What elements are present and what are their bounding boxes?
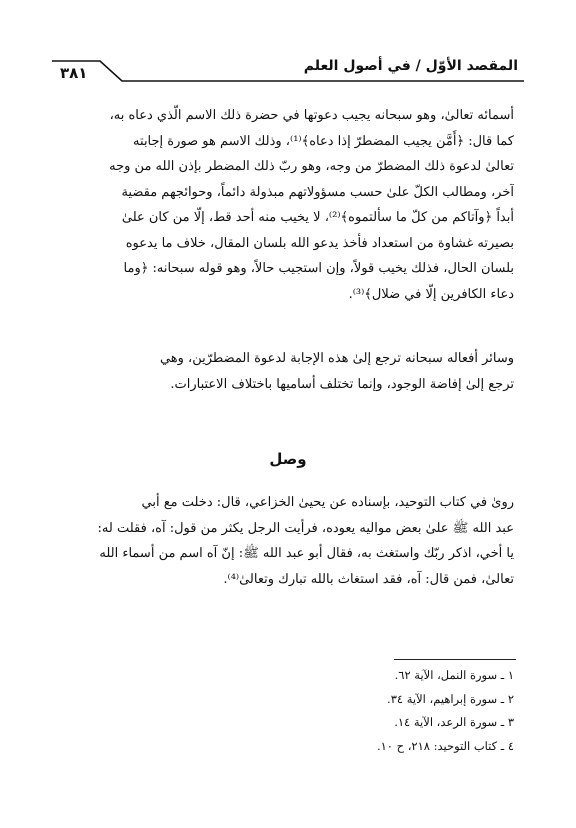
text-line: ترجع إلىٰ إفاضة الوجود، وإنما تختلف أساميها باختلاف الاعتبارات. (170, 376, 514, 392)
header-rule (52, 60, 524, 82)
text-line: تعالىٰ، فمن قال: آه، فقد استغاث بالله تبارك وتعالىٰ⁽⁴⁾. (223, 571, 514, 587)
text-line: أبداً ﴿وآتاكم من كلّ ما سألتموه﴾⁽²⁾، لا يخيب منه أحد قط، إلّا من كان علىٰ (121, 210, 514, 225)
footnotes (377, 664, 514, 758)
footnote-item: ٣ ـ سورة الرعد، الآية ١٤. (394, 715, 514, 729)
text-line: عبد الله ﷺ علىٰ بعض مواليه يعوده، فرأيت الرجل يكثر من قول: آه، فقلت له: (97, 520, 514, 536)
footnote-item: ٤ ـ كتاب التوحيد: ٢١٨، ح ١٠. (376, 738, 514, 753)
running-head: المقصد الأوّل / في أصول العلم (303, 58, 518, 74)
paragraph-1 (62, 103, 514, 307)
footnote-item: ١ ـ سورة النمل، الآية ٦٢. (394, 668, 514, 682)
text-line: وسائر أفعاله سبحانه ترجع إلىٰ هذه الإجابة لدعوة المضطرّين، وهي (159, 351, 514, 366)
text-line: كما قال: ﴿أَمَّن يجيب المضطرّ إذا دعاه﴾⁽¹⁾، وذلك الاسم هو صورة إجابته (133, 133, 514, 149)
section-title: وصل (269, 450, 307, 468)
page-number: ٣٨١ (60, 64, 88, 82)
text-line: دعاء الكافرين إلّا في ضلال﴾⁽³⁾. (348, 286, 514, 302)
text-line: يا أخي، اذكر ربّك واستغث به، فقال أبو عبد الله ﷺ: إنّ آه اسم من أسماء الله (99, 546, 514, 561)
text-line: تعالىٰ لدعوة ذلك المضطرّ من وجه، وهو ربّ ذلك المضطر بإذن الله من وجه (109, 159, 514, 174)
paragraph-2 (62, 346, 514, 397)
paragraph-3 (62, 490, 514, 592)
footnote-divider (394, 659, 516, 660)
text-line: بصيرته غشاوة من استعداد فأخذ يدعو الله بلسان المقال، خلاف ما يدعوه (125, 235, 514, 251)
footnote-item: ٢ ـ سورة إبراهيم، الآية ٣٤. (387, 691, 514, 706)
text-line: رویٰ في كتاب التوحيد، بإسناده عن يحيىٰ الخزاعي، قال: دخلت مع أبي (141, 495, 514, 510)
text-line: آخر، ومطالب الكلّ علىٰ حسب مسؤولاتهم مبذولة دائماً، وحوائجهم مقضية (121, 184, 514, 200)
text-line: أسمائه تعالىٰ، وهو سبحانه يجيب دعوتها في حضرة ذلك الاسم الّذي دعاه به، (109, 108, 514, 123)
text-line: بلسان الحال، فذلك يخيب قولاً، وإن استجيب حالاً، وهو قوله سبحانه: ﴿وما (123, 261, 514, 276)
